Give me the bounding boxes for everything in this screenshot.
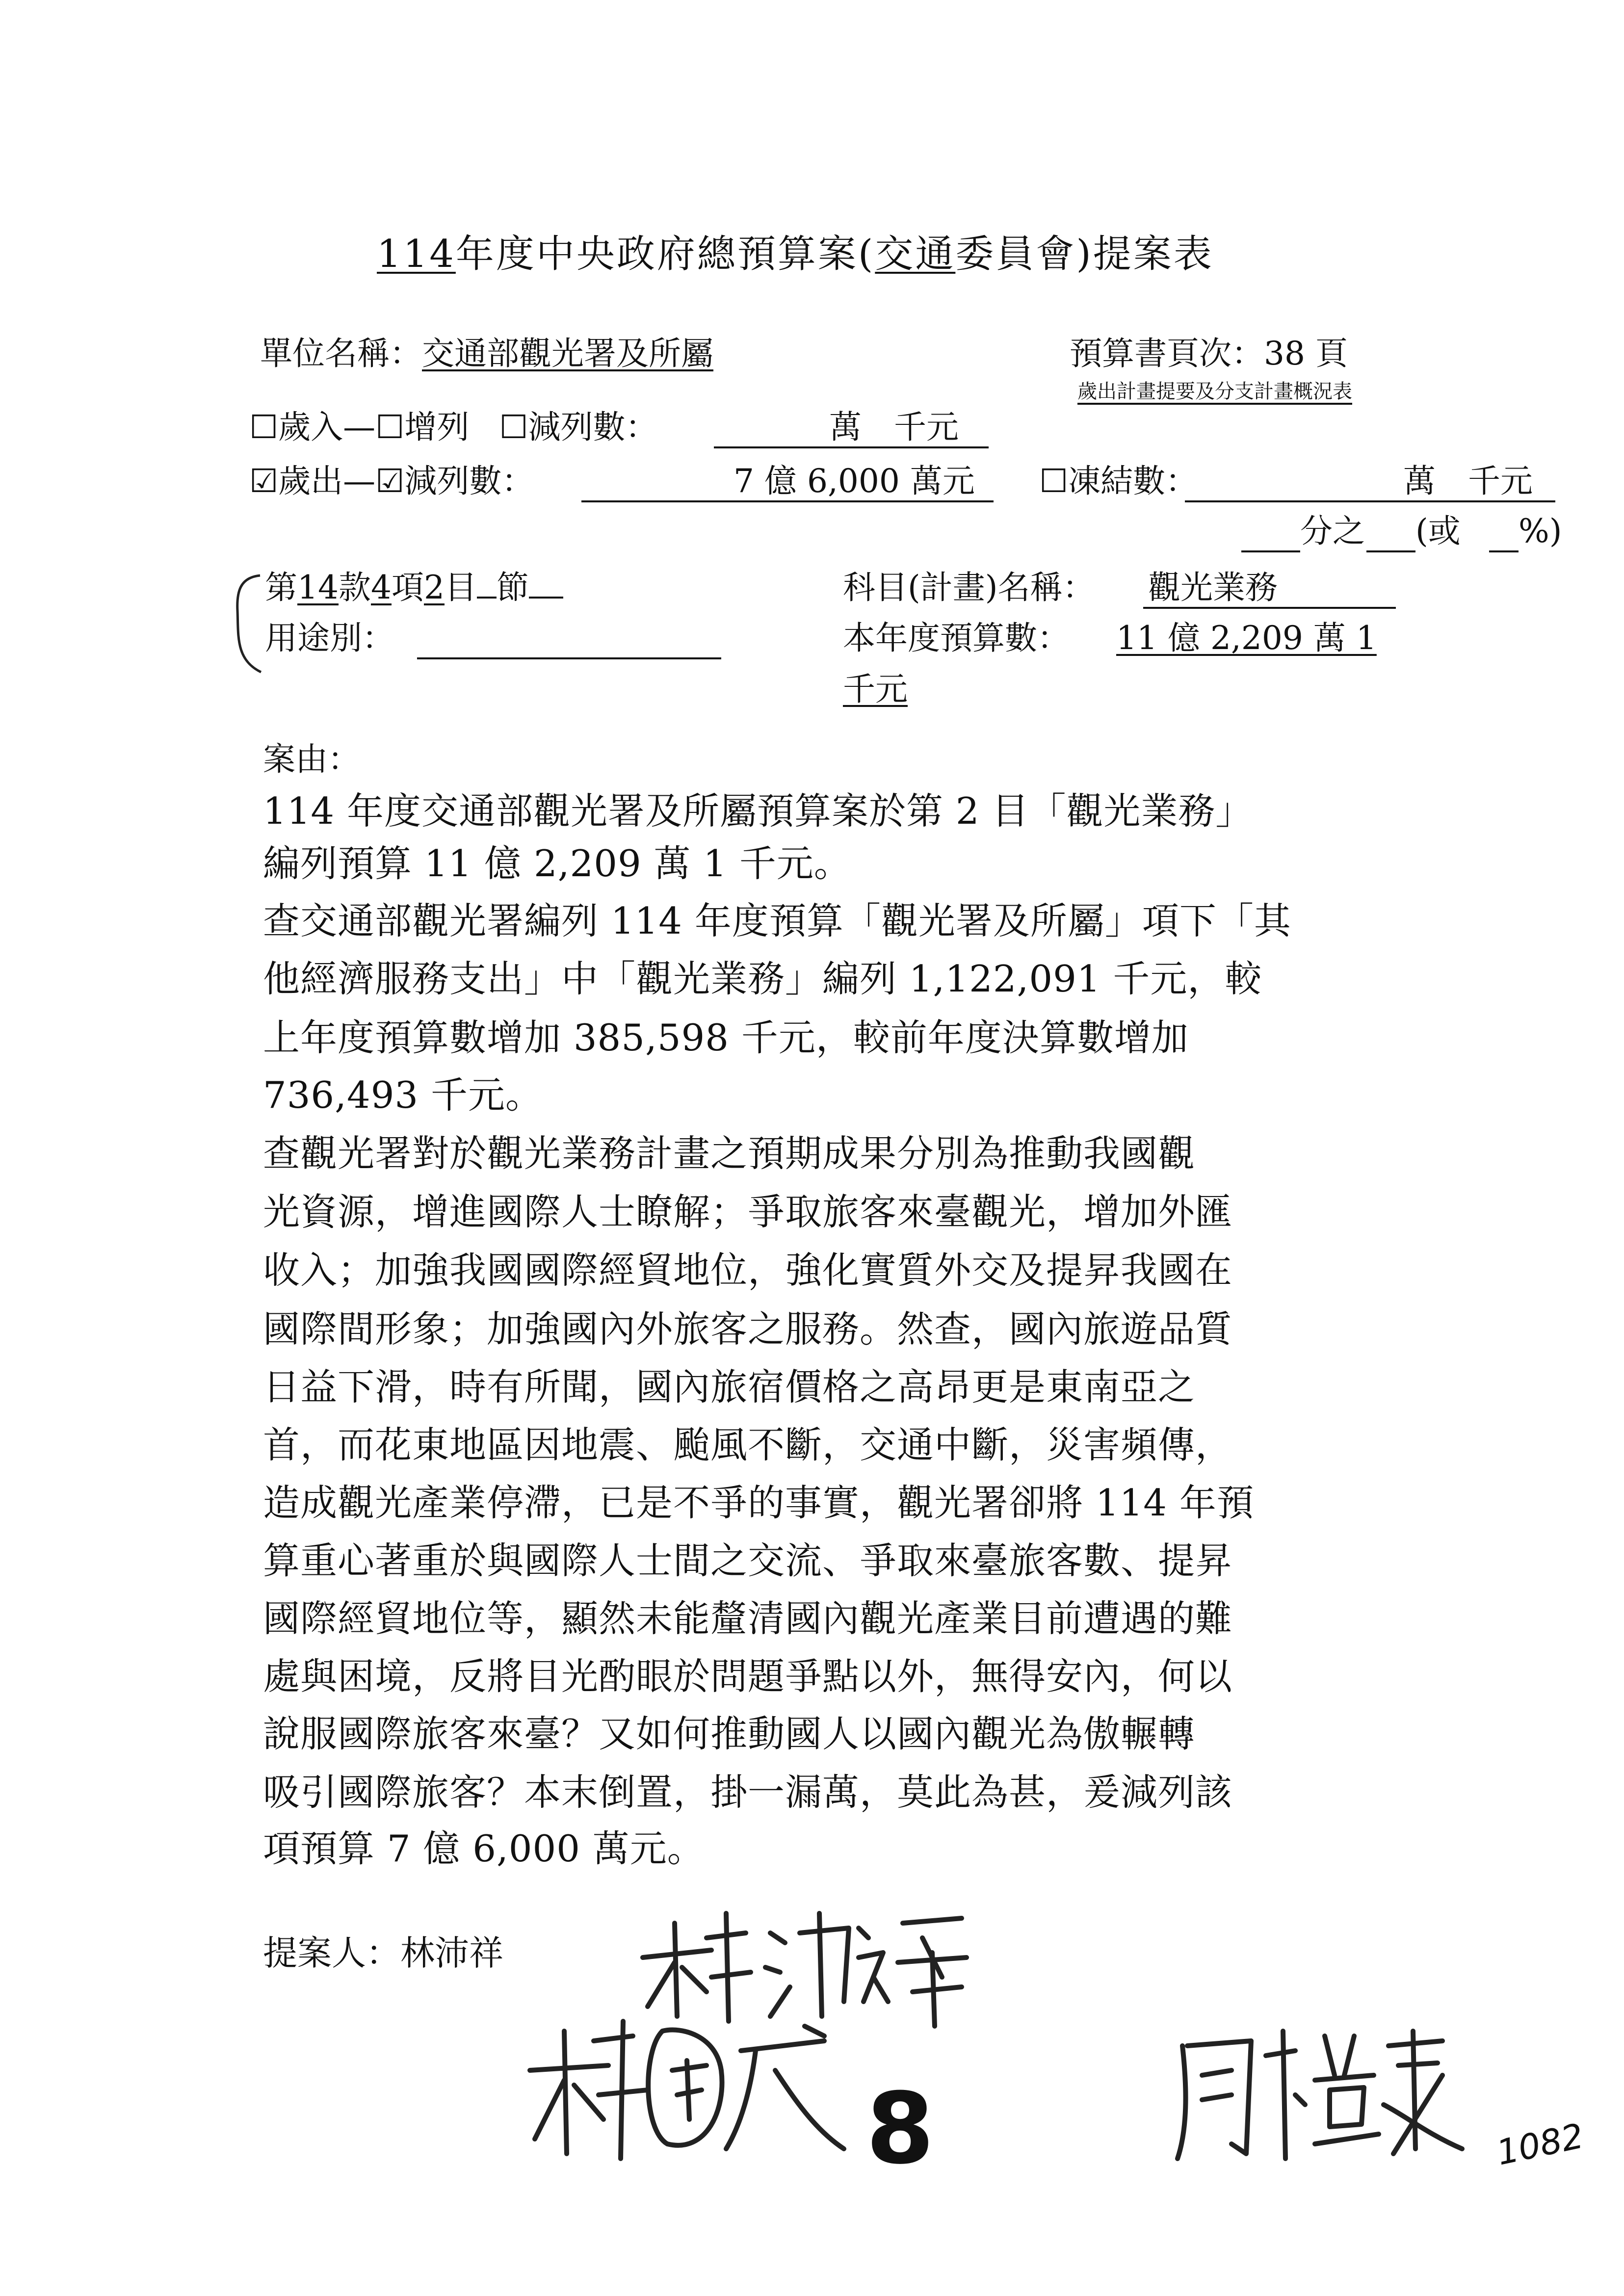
- reason-line: 項預算 7 億 6,000 萬元。: [263, 1827, 705, 1870]
- reason-line: 查交通部觀光署編列 114 年度預算「觀光署及所屬」項下「其: [263, 899, 1291, 942]
- reason-line: 算重心著重於與國際人士間之交流、爭取來臺旅客數、提昇: [263, 1539, 1233, 1582]
- fraction-line-1: [1241, 550, 1300, 552]
- page-title: [377, 223, 1214, 278]
- subject-line: [1143, 607, 1396, 609]
- jie-end-blank: [529, 597, 563, 599]
- reason-line: 收入；加強我國國際經貿地位，強化實質外交及提昇我國在: [263, 1249, 1233, 1292]
- usage-label: 用途別：: [265, 619, 394, 657]
- handwritten-number: 8: [866, 2072, 935, 2186]
- subject-label: 科目(計畫)名稱：: [843, 569, 1095, 606]
- revenue-reduce-label: 減列數：: [528, 408, 658, 446]
- kuan-xiang-row: [265, 569, 563, 606]
- expenditure-reduce-label: 減列數：: [404, 462, 534, 500]
- reason-line: 國際間形象；加強國內外旅客之服務。然查，國內旅遊品質: [263, 1307, 1233, 1351]
- expenditure-checkbox: ☑: [249, 462, 279, 500]
- proposer-row: [263, 1926, 503, 1975]
- freeze-units: 萬 千元: [1403, 462, 1533, 500]
- reason-line: 處與困境，反將目光酌眼於問題爭點以外，無得安內，何以: [263, 1655, 1233, 1698]
- subject-value: 觀光業務: [1148, 569, 1278, 606]
- fraction-percent-label: %): [1519, 512, 1562, 550]
- proposer-label: 提案人：: [263, 1933, 400, 1973]
- title-post: 委員會)提案表: [955, 232, 1214, 276]
- reason-line: 首，而花東地區因地震、颱風不斷，交通中斷，災害頻傳，: [263, 1423, 1233, 1466]
- reason-line: 光資源，增進國際人士瞭解；爭取旅客來臺觀光，增加外匯: [263, 1190, 1233, 1233]
- expenditure-label: 歲出—: [278, 462, 376, 500]
- title-pre: 年度中央政府總預算案(: [455, 232, 875, 276]
- expenditure-amount: 7 億 6,000 萬元: [733, 462, 975, 500]
- expenditure-row: [249, 462, 534, 500]
- xiang-suffix: 項: [391, 569, 424, 606]
- unit-value: 交通部觀光署及所屬: [422, 335, 713, 372]
- budget-value-line1: 11 億 2,209 萬 1: [1116, 619, 1377, 657]
- signature-2: [520, 2011, 864, 2164]
- budget-value-line2: 千元: [843, 670, 908, 708]
- revenue-row: [249, 408, 658, 446]
- reason-line: 造成觀光產業停滯，已是不爭的事實，觀光署卻將 114 年預: [263, 1481, 1254, 1524]
- budget-label: 本年度預算數：: [843, 619, 1070, 657]
- expenditure-reduce-checkbox: ☑: [375, 462, 405, 500]
- signature-3: [1168, 2016, 1472, 2164]
- reason-line: 說服國際旅客來臺？又如何推動國人以國內觀光為傲輾轉: [263, 1712, 1196, 1755]
- reason-line: 日益下滑，時有所聞，國內旅宿價格之高昂更是東南亞之: [263, 1365, 1196, 1409]
- kuan-value: 14: [297, 569, 339, 606]
- revenue-label: 歲入—: [278, 408, 376, 446]
- jie-suffix: 節: [496, 569, 529, 606]
- kuan-suffix: 款: [338, 569, 371, 606]
- revenue-amount-line: [714, 446, 989, 448]
- revenue-amount-units: 萬 千元: [829, 408, 959, 446]
- page-ref-label: 預算書頁次：: [1070, 335, 1264, 372]
- unit-label: 單位名稱：: [260, 335, 422, 372]
- mu-value: 2: [423, 569, 445, 606]
- xiang-value: 4: [370, 569, 392, 606]
- usage-line: [417, 657, 721, 659]
- mu-suffix: 目: [444, 569, 477, 606]
- brace-mark: [231, 572, 265, 677]
- reason-line: 上年度預算數增加 385,598 千元，較前年度決算數增加: [263, 1016, 1189, 1059]
- reason-line: 114 年度交通部觀光署及所屬預算案於第 2 目「觀光業務」: [263, 789, 1253, 833]
- fraction-or-label: (或: [1415, 512, 1461, 550]
- revenue-reduce-checkbox: ☐: [499, 408, 528, 446]
- revenue-checkbox: ☐: [249, 408, 279, 446]
- reason-label: 案由：: [263, 740, 360, 778]
- fraction-line-2: [1366, 550, 1415, 552]
- fraction-line-3: [1489, 550, 1519, 552]
- page-ref: [1070, 335, 1348, 372]
- freeze-row: [1039, 462, 1198, 500]
- freeze-checkbox: ☐: [1039, 462, 1069, 500]
- reason-line: 國際經貿地位等，顯然未能釐清國內觀光產業目前遭遇的難: [263, 1597, 1233, 1640]
- proposer-name: 林沛祥: [400, 1933, 503, 1973]
- title-year: 114: [377, 232, 456, 276]
- freeze-label: 凍結數：: [1068, 462, 1198, 500]
- jie-blank: [477, 597, 497, 599]
- reason-line: 編列預算 11 億 2,209 萬 1 千元。: [263, 842, 851, 885]
- expenditure-amount-line: [581, 500, 994, 502]
- reason-line: 吸引國際旅客？本末倒置，掛一漏萬，莫此為甚，爰減列該: [263, 1771, 1233, 1814]
- page-ref-value: 38 頁: [1264, 335, 1348, 372]
- page-ref-note: 歲出計畫提要及分支計畫概況表: [1077, 380, 1352, 403]
- reason-line: 736,493 千元。: [263, 1073, 543, 1117]
- reason-line: 他經濟服務支出」中「觀光業務」編列 1,122,091 千元，較: [263, 957, 1262, 1000]
- title-committee: 交通: [875, 232, 956, 276]
- fraction-label: 分之: [1300, 512, 1365, 550]
- page-mark: 1082: [1493, 2115, 1587, 2173]
- revenue-add-label: 增列: [404, 408, 470, 446]
- revenue-add-checkbox: ☐: [375, 408, 405, 446]
- kuan-label: 第: [265, 569, 297, 606]
- freeze-amount-line: [1185, 500, 1555, 502]
- reason-line: 查觀光署對於觀光業務計畫之預期成果分別為推動我國觀: [263, 1132, 1196, 1175]
- unit-row: [260, 335, 713, 372]
